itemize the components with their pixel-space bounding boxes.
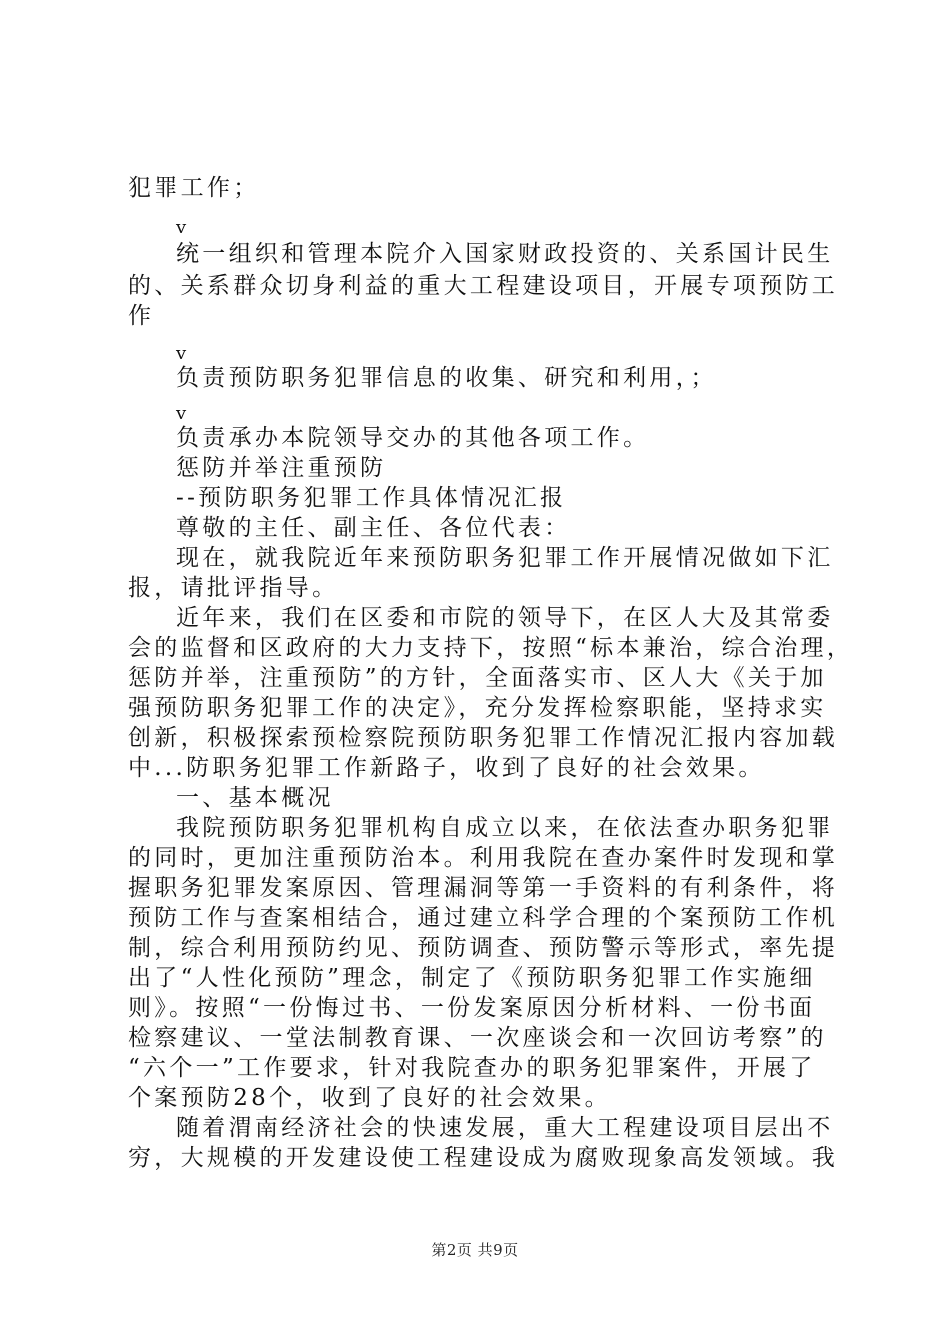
paragraph-line: 作 <box>128 303 155 329</box>
page-footer: 第2页 共9页 <box>431 1241 519 1259</box>
paragraph-line: 则》。按照“一份悔过书、一份发案原因分析材料、一份书面 <box>128 995 816 1021</box>
paragraph-line: 的、关系群众切身利益的重大工程建设项目，开展专项预防工 <box>128 273 839 299</box>
paragraph-line: 中...防职务犯罪工作新路子，收到了良好的社会效果。 <box>128 755 765 781</box>
paragraph-line: 惩防并举，注重预防”的方针，全面落实市、区人大《关于加 <box>128 665 827 691</box>
paragraph-line: 穷，大规模的开发建设使工程建设成为腐败现象高发领域。我 <box>128 1145 839 1171</box>
paragraph-line: 随着渭南经济社会的快速发展，重大工程建设项目层出不 <box>176 1115 834 1141</box>
paragraph-line: 强预防职务犯罪工作的决定》，充分发挥检察职能，坚持求实 <box>128 695 827 721</box>
paragraph-line: 近年来，我们在区委和市院的领导下，在区人大及其常委 <box>176 605 834 631</box>
paragraph-line: 现在，就我院近年来预防职务犯罪工作开展情况做如下汇 <box>176 545 834 571</box>
paragraph-line: 会的监督和区政府的大力支持下，按照“标本兼治，综合治理， <box>128 635 854 661</box>
paragraph-line: 犯罪工作； <box>128 175 260 201</box>
paragraph-line: 我院预防职务犯罪机构自成立以来，在依法查办职务犯罪 <box>176 815 834 841</box>
paragraph-line: 负责预防职务犯罪信息的收集、研究和利用，； <box>176 365 717 391</box>
paragraph-line: 惩防并举注重预防 <box>176 455 387 481</box>
paragraph-line: 制，综合利用预防约见、预防调查、预防警示等形式，率先提 <box>128 935 839 961</box>
list-bullet-marker: v <box>176 403 187 424</box>
paragraph-line: 个案预防28个，收到了良好的社会效果。 <box>128 1085 611 1111</box>
paragraph-line: 检察建议、一堂法制教育课、一次座谈会和一次回访考察”的 <box>128 1025 827 1051</box>
list-bullet-marker: v <box>176 217 187 238</box>
paragraph-line: 尊敬的主任、副主任、各位代表： <box>176 515 571 541</box>
list-bullet-marker: v <box>176 343 187 364</box>
paragraph-line: 统一组织和管理本院介入国家财政投资的、关系国计民生 <box>176 241 834 267</box>
paragraph-line: 握职务犯罪发案原因、管理漏洞等第一手资料的有利条件，将 <box>128 875 839 901</box>
paragraph-line: 一、基本概况 <box>176 785 334 811</box>
paragraph-line: 的同时，更加注重预防治本。利用我院在查办案件时发现和掌 <box>128 845 839 871</box>
paragraph-line: --预防职务犯罪工作具体情况汇报 <box>176 485 567 511</box>
paragraph-line: 负责承办本院领导交办的其他各项工作。 <box>176 425 650 451</box>
paragraph-line: 出了“人性化预防”理念，制定了《预防职务犯罪工作实施细 <box>128 965 816 991</box>
paragraph-line: 创新，积极探索预检察院预防职务犯罪工作情况汇报内容加载 <box>128 725 839 751</box>
paragraph-line: 预防工作与查案相结合，通过建立科学合理的个案预防工作机 <box>128 905 839 931</box>
paragraph-line: 报，请批评指导。 <box>128 575 339 601</box>
paragraph-line: “六个一”工作要求，针对我院查办的职务犯罪案件，开展了 <box>128 1055 816 1081</box>
